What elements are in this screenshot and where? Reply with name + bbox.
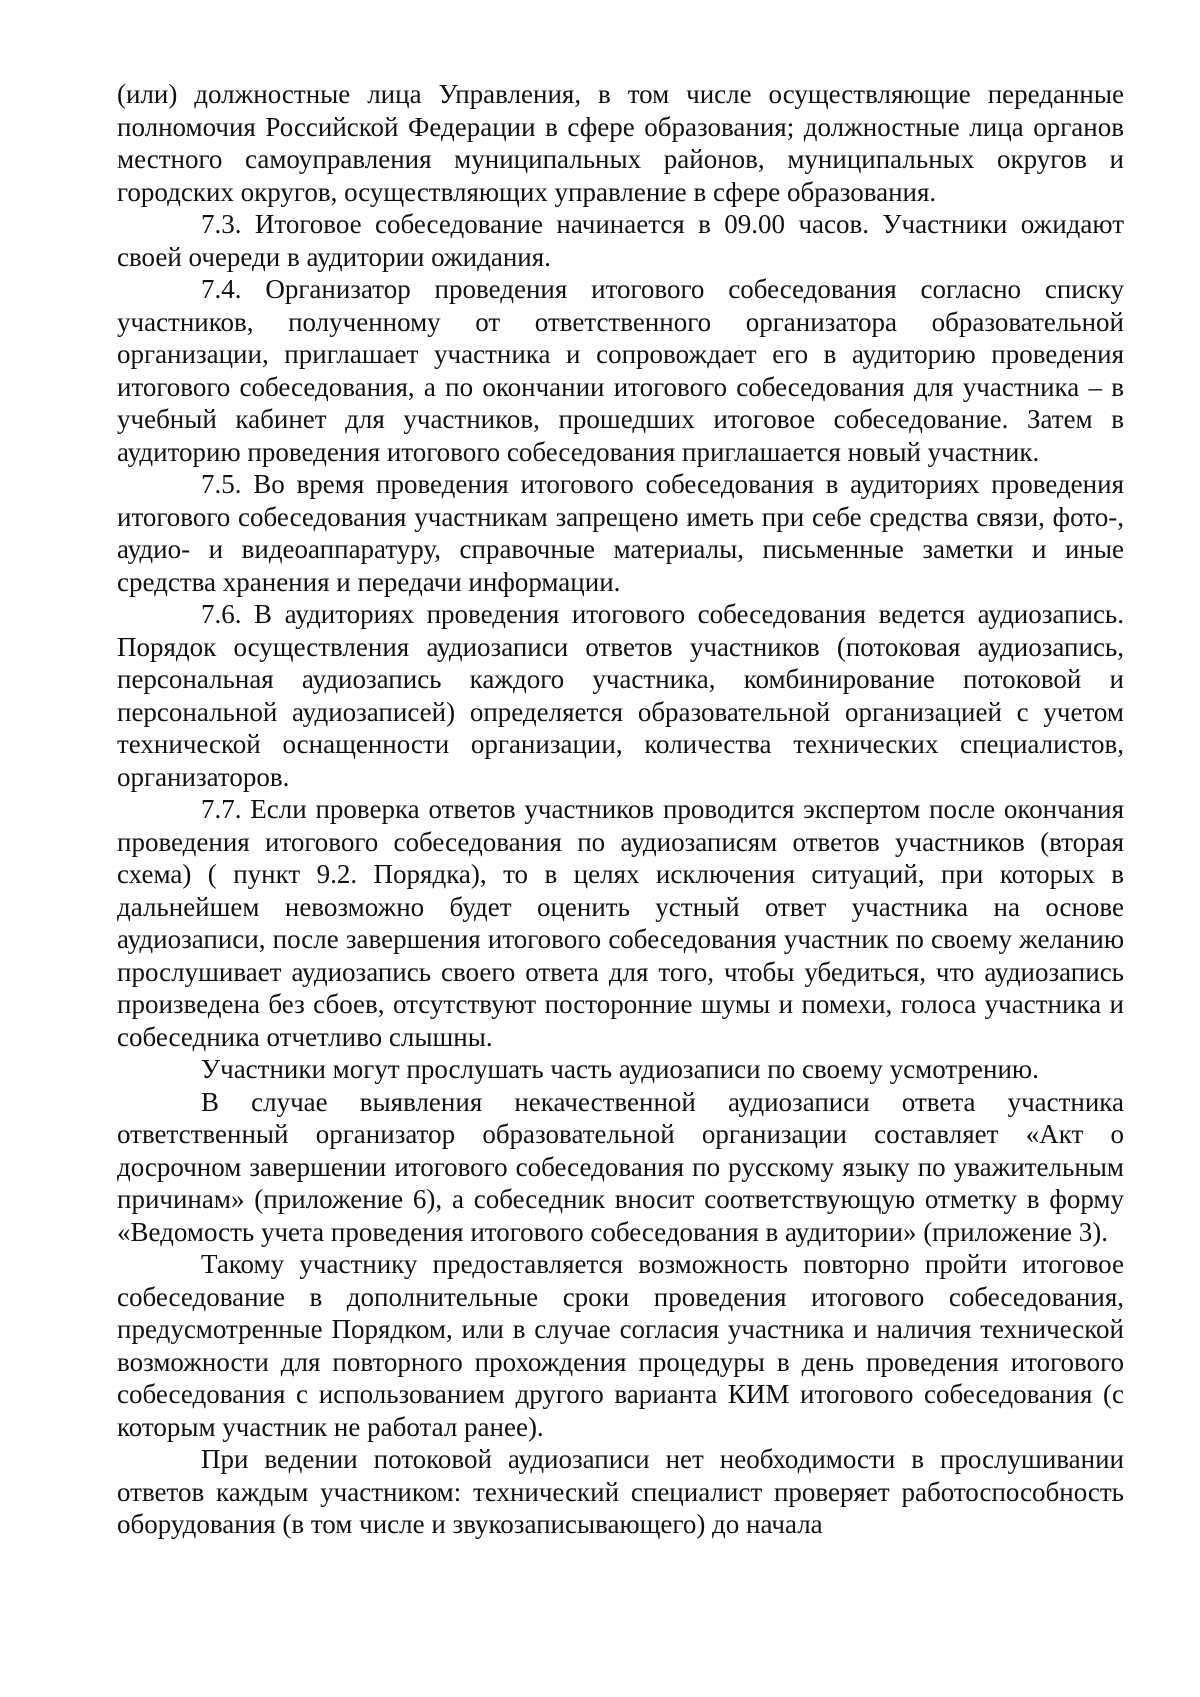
- paragraph-stream-recording: При ведении потоковой аудиозаписи нет необходимости в прослушивании ответов каждым участником: технический специалист проверяет работоспособность оборудования (в том числе и звукозаписывающего) до начала: [117, 1444, 1124, 1539]
- paragraph-partial-listening: Участники могут прослушать часть аудиозаписи по своему усмотрению.: [201, 1054, 1039, 1084]
- paragraph-7-5: 7.5. Во время проведения итогового собеседования в аудиториях проведения итогового собеседования участникам запрещено иметь при себе средства связи, фото-, аудио- и видеоаппаратуру, справочные материалы, письменные заметки и иные средства хранения и передачи информации.: [117, 469, 1124, 597]
- paragraph-7-4: 7.4. Организатор проведения итогового собеседования согласно списку участников, полученному от ответственного организатора образовательной организации, приглашает участника и сопровождает его в аудиторию проведения итогового собеседования, а по окончании итогового собеседования для участника – в учебный кабинет для участников, прошедших итоговое собеседование. Затем в аудиторию проведения итогового собеседования приглашается новый участник.: [117, 274, 1124, 467]
- paragraph-officials: (или) должностные лица Управления, в том числе осуществляющие переданные полномочия Российской Федерации в сфере образования; должностные лица органов местного самоуправления муниципальных районов, муниципальных округов и городских округов, осуществляющих управление в сфере образования.: [117, 79, 1124, 207]
- paragraph-7-3: 7.3. Итоговое собеседование начинается в 09.00 часов. Участники ожидают своей очереди в аудитории ожидания.: [117, 209, 1124, 272]
- paragraph-7-6: 7.6. В аудиториях проведения итогового собеседования ведется аудиозапись. Порядок осуществления аудиозаписи ответов участников (потоковая аудиозапись, персональная аудиозапись каждого участника, комбинирование потоковой и персональной аудиозаписей) определяется образовательной организацией с учетом технической оснащенности организации, количества технических специалистов, организаторов.: [117, 599, 1124, 792]
- paragraph-repeat-attempt: Такому участнику предоставляется возможность повторно пройти итоговое собеседование в дополнительные сроки проведения итогового собеседования, предусмотренные Порядком, или в случае согласия участника и наличия технической возможности для повторного прохождения процедуры в день проведения итогового собеседования с использованием другого варианта КИМ итогового собеседования (с которым участник не работал ранее).: [117, 1249, 1124, 1442]
- document-page: [117, 78, 1124, 1668]
- paragraph-poor-recording: В случае выявления некачественной аудиозаписи ответа участника ответственный организатор образовательной организации составляет «Акт о досрочном завершении итогового собеседования по русскому языку по уважительным причинам» (приложение 6), а собеседник вносит соответствующую отметку в форму «Ведомость учета проведения итогового собеседования в аудитории» (приложение 3).: [117, 1086, 1124, 1247]
- paragraph-7-7: 7.7. Если проверка ответов участников проводится экспертом после окончания проведения итогового собеседования по аудиозаписям ответов участников (вторая схема) ( пункт 9.2. Порядка), то в целях исключения ситуаций, при которых в дальнейшем невозможно будет оценить устный ответ участника на основе аудиозаписи, после завершения итогового собеседования участник по своему желанию прослушивает аудиозапись своего ответа для того, чтобы убедиться, что аудиозапись произведена без сбоев, отсутствуют посторонние шумы и помехи, голоса участника и собеседника отчетливо слышны.: [117, 794, 1124, 1052]
